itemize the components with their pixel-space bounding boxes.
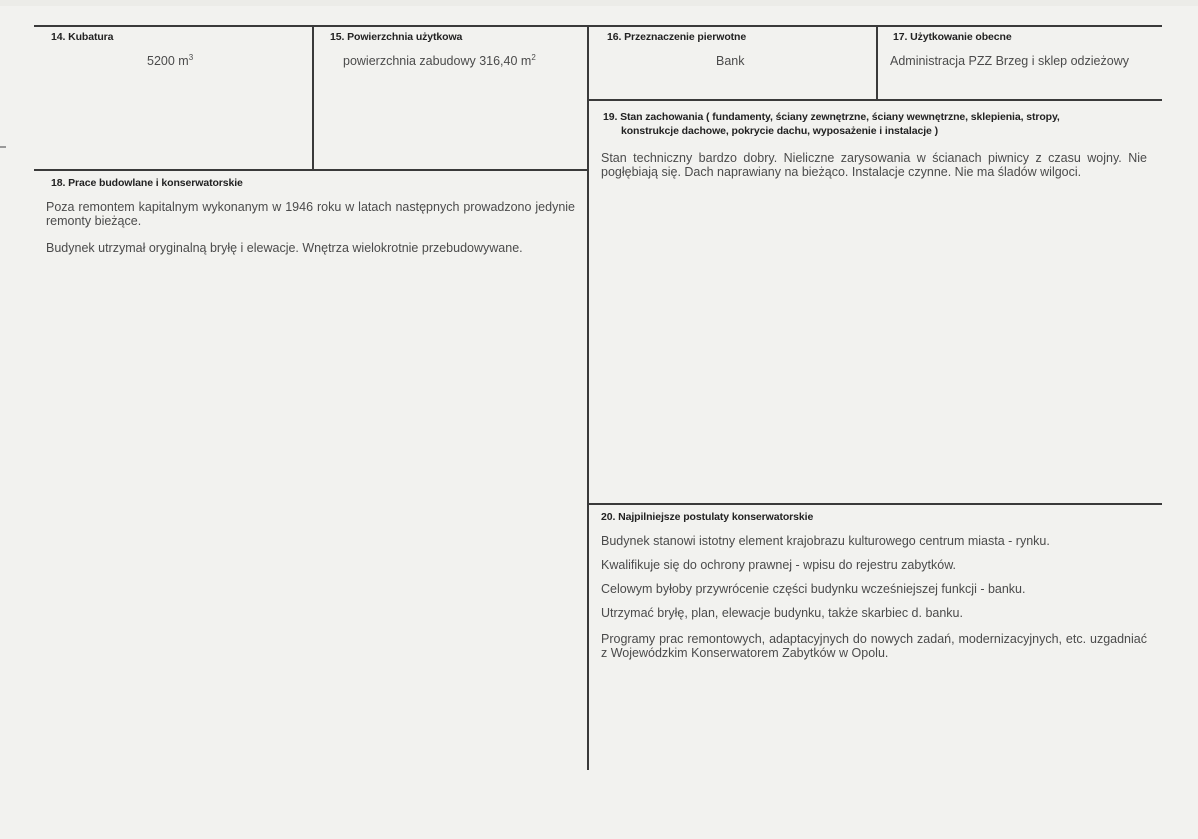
kubatura-unit-exponent: 3	[188, 52, 194, 62]
divider-16-17	[876, 25, 878, 101]
rule-below-14-15	[34, 169, 589, 171]
divider-14-15	[312, 25, 314, 171]
stan-zachowania-text: Stan techniczny bardzo dobry. Nieliczne zarysowania w ścianach piwnicy z czasu wojny. Nie pogłębiają się. Dach naprawiany na bieżąco. Instalacje czynne. Nie ma śladów wilgoci.	[601, 151, 1147, 179]
stan-zachowania-title-line2: konstrukcje dachowe, pokrycie dachu, wyposażenie i instalacje )	[621, 125, 938, 137]
stan-zachowania-title-line1: 19. Stan zachowania ( fundamenty, ściany zewnętrzne, ściany wewnętrzne, sklepienia, stropy,	[603, 111, 1060, 123]
postulaty-paragraph-1: Budynek stanowi istotny element krajobrazu kulturowego centrum miasta - rynku.	[601, 534, 1050, 548]
top-edge-strip	[0, 0, 1198, 6]
prace-budowlane-paragraph-1: Poza remontem kapitalnym wykonanym w 1946 roku w latach następnych prowadzono jedynie remonty bieżące.	[46, 200, 575, 228]
postulaty-paragraph-5: Programy prac remontowych, adaptacyjnych do nowych zadań, modernizacyjnych, etc. uzgadniać z Wojewódzkim Konserwatorem Zabytków w Opolu.	[601, 632, 1147, 660]
rule-below-16-17	[587, 99, 1162, 101]
powierzchnia-unit-exponent: 2	[531, 52, 536, 62]
kubatura-value	[147, 54, 193, 69]
uzytkowanie-title: 17. Użytkowanie obecne	[893, 31, 1012, 43]
kubatura-title: 14. Kubatura	[51, 31, 114, 43]
przeznaczenie-value: Bank	[716, 54, 745, 68]
prace-budowlane-title: 18. Prace budowlane i konserwatorskie	[51, 177, 243, 189]
uzytkowanie-value: Administracja PZZ Brzeg i sklep odzieżowy	[890, 54, 1129, 68]
prace-budowlane-paragraph-2: Budynek utrzymał oryginalną bryłę i elewacje. Wnętrza wielokrotnie przebudowywane.	[46, 241, 523, 255]
postulaty-title: 20. Najpilniejsze postulaty konserwatorskie	[601, 511, 814, 523]
top-rule	[34, 25, 1162, 27]
postulaty-paragraph-3: Celowym byłoby przywrócenie części budynku wcześniejszej funkcji - banku.	[601, 582, 1026, 596]
margin-tick	[0, 146, 6, 148]
rule-above-20	[587, 503, 1162, 505]
postulaty-paragraph-4: Utrzymać bryłę, plan, elewacje budynku, także skarbiec d. banku.	[601, 606, 963, 620]
przeznaczenie-title: 16. Przeznaczenie pierwotne	[607, 31, 747, 43]
postulaty-paragraph-2: Kwalifikuje się do ochrony prawnej - wpisu do rejestru zabytków.	[601, 558, 957, 572]
powierzchnia-title: 15. Powierzchnia użytkowa	[330, 31, 463, 43]
divider-15-16	[587, 25, 589, 770]
powierzchnia-value	[343, 54, 536, 69]
kubatura-value-text: 5200 m	[147, 54, 189, 68]
powierzchnia-value-text: powierzchnia zabudowy 316,40 m	[343, 54, 532, 68]
